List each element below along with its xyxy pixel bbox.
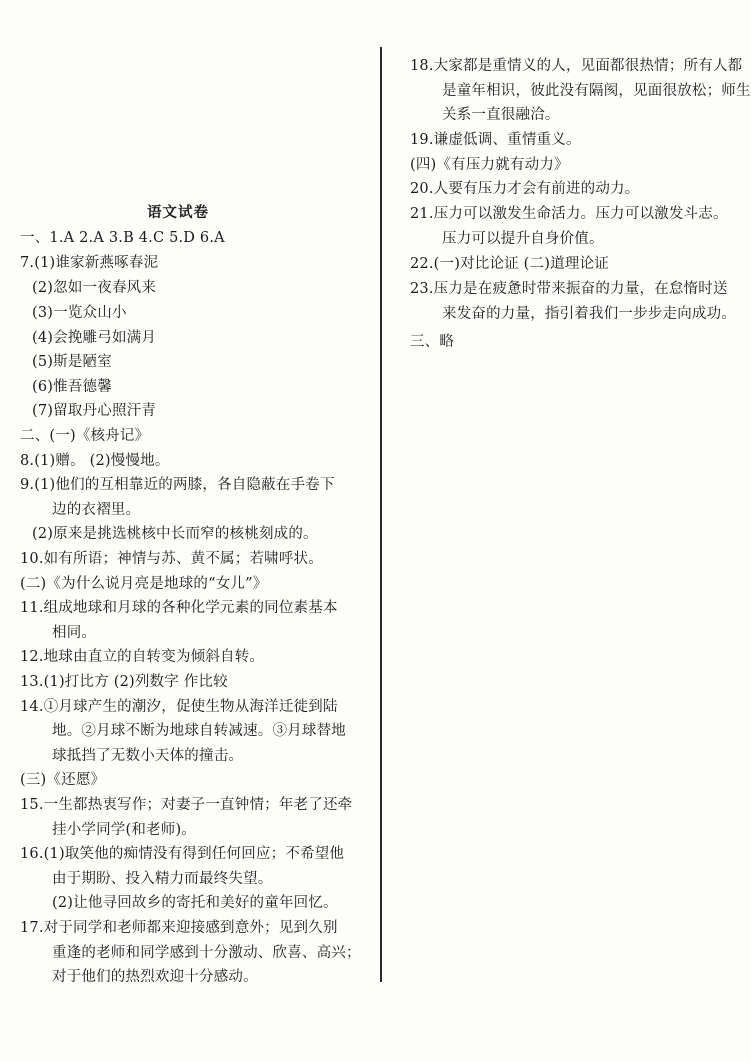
section-heading: 二、(一)《核舟记》 — [20, 428, 150, 444]
answer-line: 22.(一)对比论证 (二)道理论证 — [410, 256, 609, 272]
answer-line: 球抵挡了无数小天体的撞击。 — [52, 748, 244, 764]
answer-line: 15.一生都热衷写作；对妻子一直钟情；年老了还牵 — [20, 797, 353, 813]
answer-line: 23.压力是在疲惫时带来振奋的力量，在怠惰时送 — [410, 281, 728, 297]
answer-line: 18.大家都是重情义的人，见面都很热情；所有人都 — [410, 58, 743, 74]
answer-line: 16.(1)取笑他的痴情没有得到任何回应；不希望他 — [20, 846, 345, 862]
answer-line: 14.①月球产生的潮汐，促使生物从海洋迁徙到陆 — [20, 699, 338, 715]
answer-line: 相同。 — [52, 625, 97, 641]
answer-line: 11.组成地球和月球的各种化学元素的同位素基本 — [20, 600, 338, 616]
answer-line: 挂小学同学(和老师)。 — [52, 822, 197, 838]
page-title: 语文试卷 — [147, 204, 209, 221]
answer-line: (5)斯是陋室 — [32, 354, 112, 370]
answer-line: 重逢的老师和同学感到十分激动、欣喜、高兴； — [52, 945, 361, 961]
answer-line: 边的衣褶里。 — [52, 502, 141, 518]
answer-line: 17.对于同学和老师都来迎接感到意外；见到久别 — [20, 920, 338, 936]
answer-line: 19.谦虚低调、重情重义。 — [410, 132, 581, 148]
answer-line: 21.压力可以激发生命活力。压力可以激发斗志。 — [410, 206, 728, 222]
section-heading: (四)《有压力就有动力》 — [410, 157, 569, 173]
answer-line: 10.如有所语；神情与苏、黄不属；若啸呼状。 — [20, 551, 323, 567]
answer-line: (4)会挽雕弓如满月 — [32, 330, 157, 346]
answer-line: 来发奋的力量，指引着我们一步步走向成功。 — [442, 306, 736, 322]
answer-line: 一、1.A 2.A 3.B 4.C 5.D 6.A — [20, 230, 225, 246]
answer-line: 是童年相识，彼此没有隔阂，见面很放松；师生 — [442, 83, 751, 99]
answer-line: (2)忽如一夜春风来 — [32, 280, 157, 296]
answer-line: 关系一直很融洽。 — [442, 107, 560, 123]
answer-line: 20.人要有压力才会有前进的动力。 — [410, 181, 640, 197]
section-heading: 三、略 — [410, 334, 455, 350]
answer-line: 对于他们的热烈欢迎十分感动。 — [52, 969, 258, 985]
answer-line: (2)原来是挑选桃核中长而窄的核桃刻成的。 — [32, 526, 318, 542]
answer-line: (2)让他寻回故乡的寄托和美好的童年回忆。 — [52, 895, 338, 911]
answer-line: 8.(1)赠。 (2)慢慢地。 — [20, 453, 170, 469]
answer-line: (6)惟吾德馨 — [32, 379, 112, 395]
answer-line: 9.(1)他们的互相靠近的两膝，各自隐蔽在手卷下 — [20, 477, 335, 493]
answer-line: (7)留取丹心照汗青 — [32, 403, 157, 419]
answer-line: 压力可以提升自身价值。 — [442, 231, 604, 247]
answer-line: (3)一览众山小 — [32, 305, 127, 321]
answer-line: 7.(1)谁家新燕啄春泥 — [20, 255, 159, 271]
section-heading: (二)《为什么说月亮是地球的“女儿”》 — [20, 576, 268, 592]
answer-line: 13.(1)打比方 (2)列数字 作比较 — [20, 674, 228, 690]
answer-line: 由于期盼、投入精力而最终失望。 — [52, 871, 273, 887]
answer-line: 地。②月球不断为地球自转减速。③月球替地 — [52, 723, 346, 739]
answer-line: 12.地球由直立的自转变为倾斜自转。 — [20, 649, 265, 665]
column-divider — [380, 47, 382, 982]
section-heading: (三)《还愿》 — [20, 772, 106, 788]
